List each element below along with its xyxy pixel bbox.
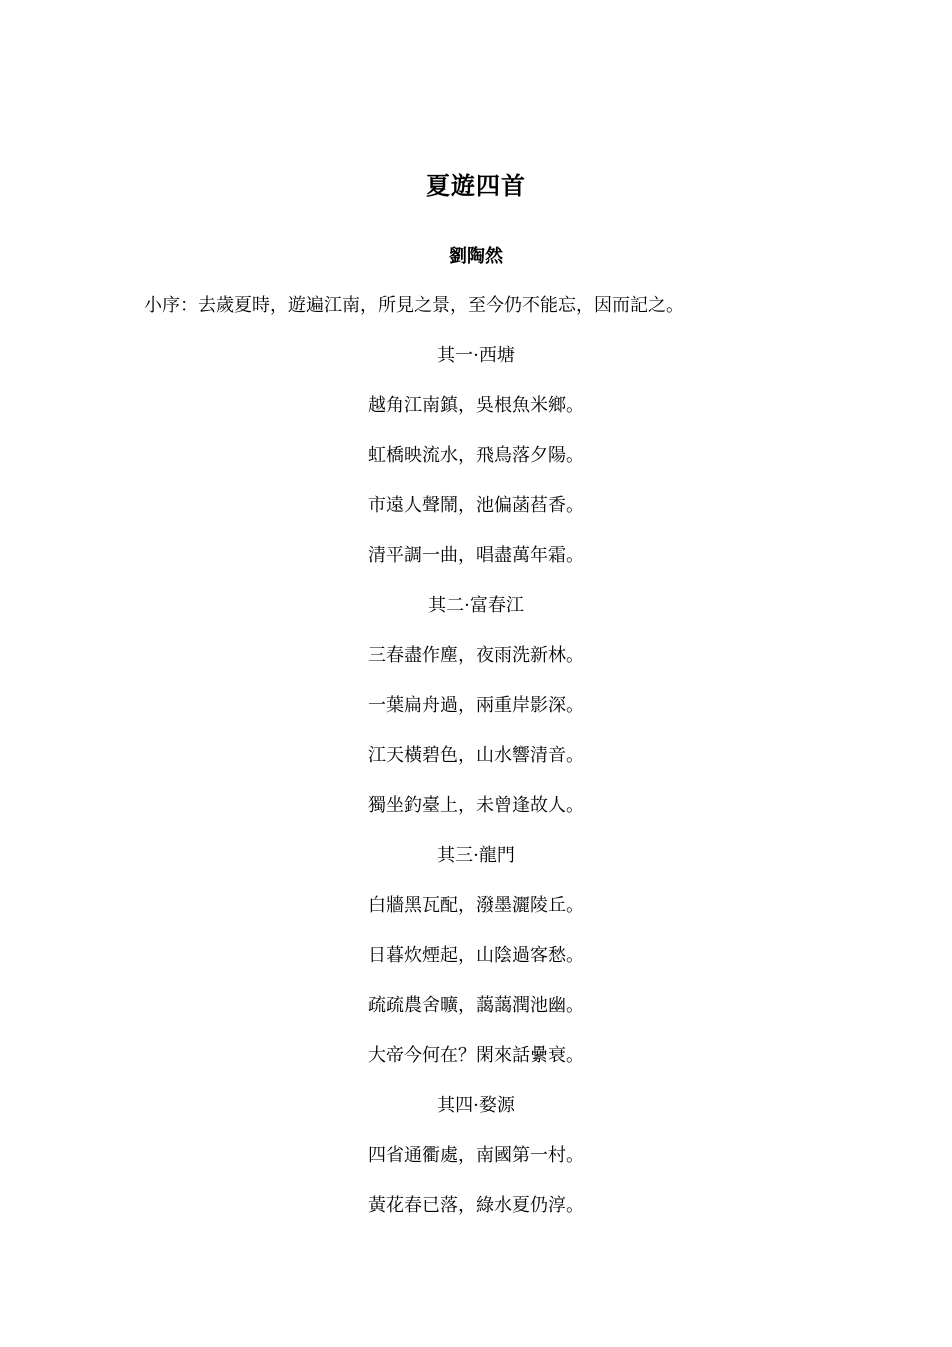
poem-1 bbox=[0, 343, 952, 593]
poem-line: 三春盡作塵，夜雨洗新林。 bbox=[368, 645, 584, 666]
poem-line: 虹橋映流水，飛鳥落夕陽。 bbox=[368, 445, 584, 466]
poem-heading: 其四·婺源 bbox=[437, 1095, 515, 1116]
poem-line: 市遠人聲鬧，池偏菡萏香。 bbox=[368, 495, 584, 516]
poem-line: 獨坐釣臺上，未曾逢故人。 bbox=[368, 795, 584, 816]
poem-2 bbox=[0, 593, 952, 843]
poem-heading: 其二·富春江 bbox=[428, 595, 524, 616]
poem-line: 越角江南鎮，吳根魚米鄉。 bbox=[368, 395, 584, 416]
poem-heading: 其一·西塘 bbox=[437, 345, 515, 366]
author-name: 劉陶然 bbox=[449, 246, 503, 267]
poem-line: 日暮炊煙起，山陰過客愁。 bbox=[368, 945, 584, 966]
poem-list bbox=[0, 343, 952, 1243]
preface-text: 小序：去歲夏時，遊遍江南，所見之景，至今仍不能忘，因而記之。 bbox=[144, 295, 684, 316]
poem-line: 疏疏農舍曠，藹藹潤池幽。 bbox=[368, 995, 584, 1016]
poem-line: 一葉扁舟過，兩重岸影深。 bbox=[368, 695, 584, 716]
poem-line: 四省通衢處，南國第一村。 bbox=[368, 1145, 584, 1166]
poem-line: 白牆黑瓦配，潑墨灑陵丘。 bbox=[368, 895, 584, 916]
poem-4 bbox=[0, 1093, 952, 1243]
poem-line: 黃花春已落，綠水夏仍淳。 bbox=[368, 1195, 584, 1216]
poem-3 bbox=[0, 843, 952, 1093]
poem-heading: 其三·龍門 bbox=[437, 845, 515, 866]
document-title: 夏遊四首 bbox=[426, 171, 526, 200]
poem-line: 大帝今何在？閑來話纍衰。 bbox=[368, 1045, 584, 1066]
poem-line: 江天橫碧色，山水響清音。 bbox=[368, 745, 584, 766]
poem-line: 清平調一曲，唱盡萬年霜。 bbox=[368, 545, 584, 566]
